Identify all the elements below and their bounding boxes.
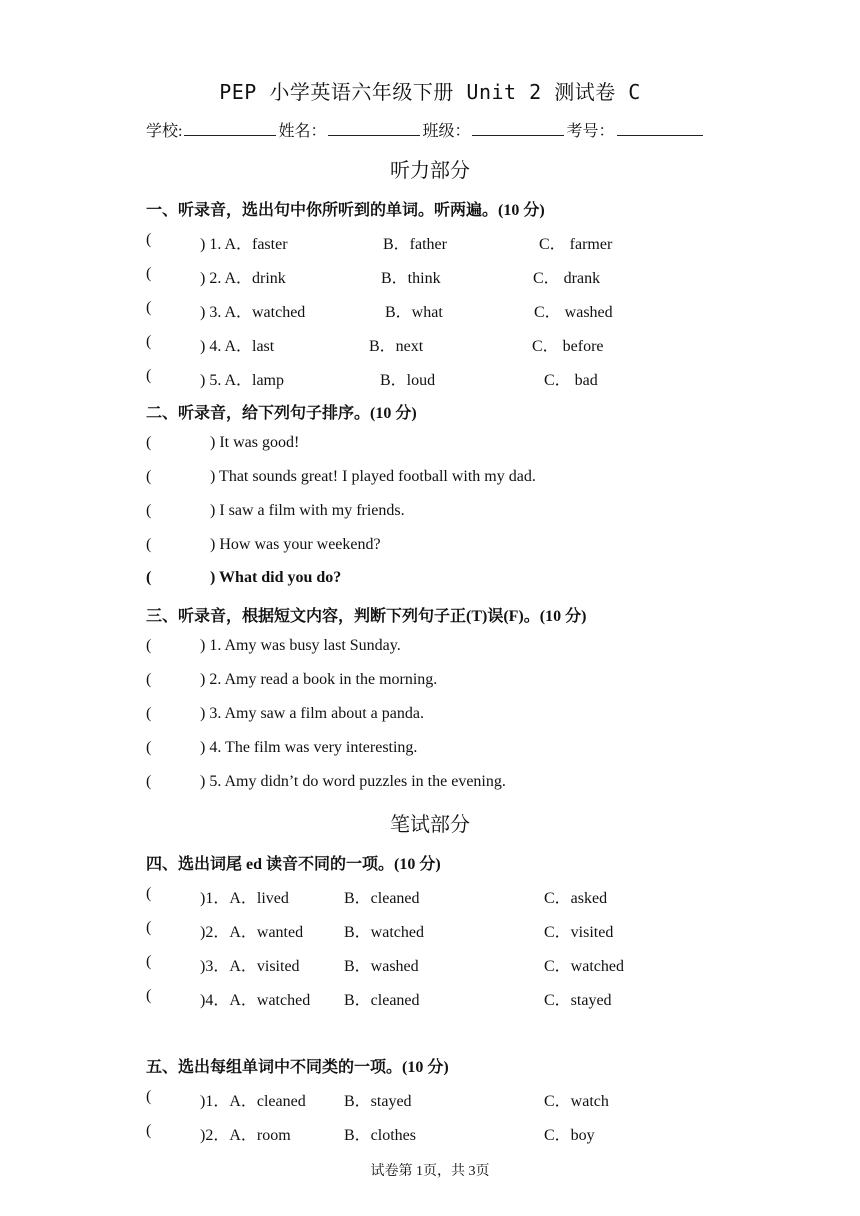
option-a: )3．A．visited [200,958,300,975]
answer-paren[interactable]: ( [146,739,152,756]
answer-paren[interactable]: ( [146,333,152,350]
q1-item [146,231,796,253]
option-c: C．visited [544,924,614,941]
question-1-title: 一、听录音，选出句中你所听到的单词。听两遍。(10 分) [146,202,545,219]
q3-item [146,739,796,761]
option-b: B．cleaned [344,992,420,1009]
option-a: ) 5. A．lamp [200,372,284,389]
writing-section-header: 笔试部分 [390,812,470,836]
q5-item [146,1122,796,1144]
option-b: B．think [381,270,441,287]
option-a: )4．A．watched [200,992,311,1009]
option-c: C．boy [544,1127,595,1144]
exam-no-blank[interactable] [617,119,703,136]
answer-paren[interactable]: ( [146,468,152,485]
q1-item [146,367,796,389]
option-a: )1．A．lived [200,890,289,907]
answer-paren[interactable]: ( [146,536,152,553]
option-b: B．what [385,304,443,321]
option-c: C． bad [544,372,598,389]
option-a: ) 2. A．drink [200,270,286,287]
q4-item [146,919,796,941]
sentence: ) What did you do? [210,569,342,586]
answer-paren[interactable]: ( [146,434,152,451]
page-title: PEP 小学英语六年级下册 Unit 2 测试卷 C [219,80,641,104]
q5-item [146,1088,796,1110]
option-c: C．watched [544,958,624,975]
option-a: ) 1. A．faster [200,236,288,253]
sentence: ) I saw a film with my friends. [210,502,405,519]
option-b: B．cleaned [344,890,420,907]
option-c: C．stayed [544,992,612,1009]
option-c: C．asked [544,890,608,907]
q4-item [146,885,796,907]
answer-paren[interactable]: ( [146,671,152,688]
q4-item [146,987,796,1009]
question-2-title: 二、听录音，给下列句子排序。(10 分) [146,405,417,422]
option-a: ) 4. A．last [200,338,275,355]
question-3-title: 三、听录音，根据短文内容，判断下列句子正(T)误(F)。(10 分) [146,608,587,625]
sentence: ) 1. Amy was busy last Sunday. [200,637,401,654]
option-c: C． washed [534,304,613,321]
answer-paren[interactable]: ( [146,367,152,384]
q2-item [146,536,796,558]
sentence: ) 3. Amy saw a film about a panda. [200,705,424,722]
answer-paren[interactable]: ( [146,569,152,586]
answer-paren[interactable]: ( [146,1122,152,1139]
answer-paren[interactable]: ( [146,502,152,519]
student-info-line [146,118,705,141]
q3-item [146,637,796,659]
q1-item [146,333,796,355]
option-a: )1．A．cleaned [200,1093,306,1110]
school-blank[interactable] [184,119,276,136]
option-a: ) 3. A．watched [200,304,306,321]
q2-item [146,468,796,490]
option-b: B．next [369,338,424,355]
question-5-title: 五、选出每组单词中不同类的一项。(10 分) [146,1059,449,1076]
option-c: C． farmer [539,236,613,253]
q2-item [146,569,796,591]
answer-paren[interactable]: ( [146,265,152,282]
page-footer: 试卷第 1页，共 3页 [370,1164,490,1179]
option-b: B．clothes [344,1127,416,1144]
option-a: )2．A．wanted [200,924,304,941]
q3-item [146,773,796,795]
q3-item [146,705,796,727]
option-b: B．loud [380,372,436,389]
sentence: ) 4. The film was very interesting. [200,739,418,756]
option-c: C．watch [544,1093,609,1110]
answer-paren[interactable]: ( [146,885,152,902]
listening-section-header: 听力部分 [390,158,470,182]
sentence: ) 2. Amy read a book in the morning. [200,671,438,688]
option-b: B．washed [344,958,419,975]
answer-paren[interactable]: ( [146,953,152,970]
option-c: C． before [532,338,604,355]
option-b: B．watched [344,924,424,941]
exam-no-label: 考号： [566,123,615,140]
class-label: 班级： [422,123,471,140]
answer-paren[interactable]: ( [146,299,152,316]
answer-paren[interactable]: ( [146,987,152,1004]
class-blank[interactable] [472,119,564,136]
name-blank[interactable] [328,119,420,136]
q1-item [146,265,796,287]
q4-item [146,953,796,975]
answer-paren[interactable]: ( [146,1088,152,1105]
answer-paren[interactable]: ( [146,773,152,790]
q1-item [146,299,796,321]
name-label: 姓名： [278,123,327,140]
answer-paren[interactable]: ( [146,637,152,654]
question-4-title: 四、选出词尾 ed 读音不同的一项。(10 分) [146,856,441,873]
answer-paren[interactable]: ( [146,705,152,722]
q2-item [146,502,796,524]
option-a: )2．A．room [200,1127,291,1144]
school-label: 学校: [146,123,183,140]
sentence: ) That sounds great! I played football with my dad. [210,468,536,485]
sentence: ) 5. Amy didn’t do word puzzles in the evening. [200,773,506,790]
sentence: ) It was good! [210,434,300,451]
option-c: C． drank [533,270,601,287]
sentence: ) How was your weekend? [210,536,381,553]
answer-paren[interactable]: ( [146,231,152,248]
answer-paren[interactable]: ( [146,919,152,936]
option-b: B．father [383,236,447,253]
q2-item [146,434,796,456]
option-b: B．stayed [344,1093,412,1110]
q3-item [146,671,796,693]
